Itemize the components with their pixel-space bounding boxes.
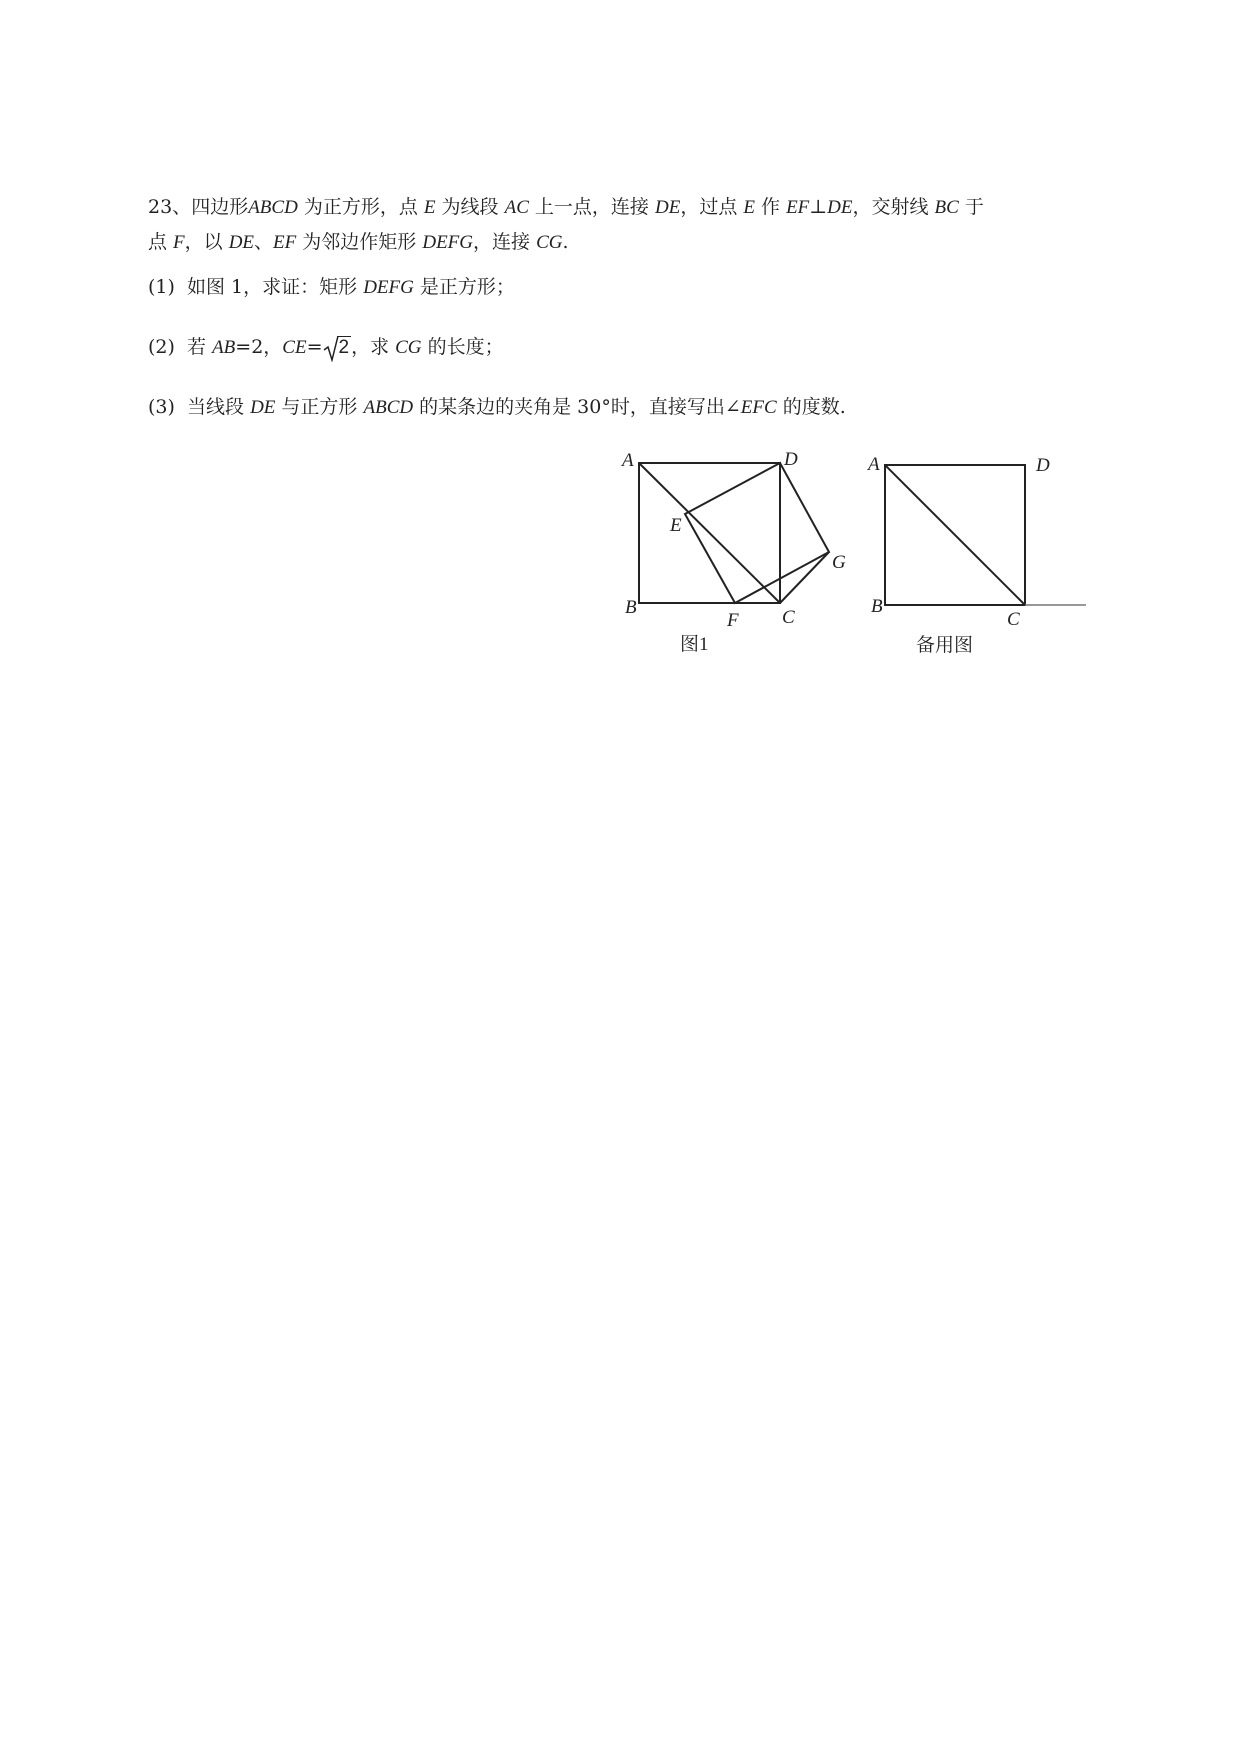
segment-cg: [780, 552, 829, 603]
label-d: D: [1036, 455, 1050, 476]
question-3: (3) 当线段 DE 与正方形 ABCD 的某条边的夹角是 30°时，直接写出∠EFC 的度数.: [148, 396, 846, 418]
problem-number: 23、: [148, 196, 192, 218]
problem-statement: [148, 190, 1098, 260]
label-g: G: [832, 552, 846, 573]
label-d: D: [784, 449, 798, 470]
problem-line-2: 点 F，以 DE、EF 为邻边作矩形 DEFG，连接 CG.: [148, 231, 569, 253]
diagonal-ac-spare: [885, 465, 1025, 605]
figure-2: [860, 445, 1110, 667]
diagonal-ac: [639, 463, 780, 603]
square-root: 2: [323, 336, 352, 359]
question-1: (1) 如图 1，求证：矩形 DEFG 是正方形；: [148, 276, 515, 298]
label-e: E: [670, 515, 682, 536]
figure-1: [612, 445, 862, 665]
label-f: F: [727, 610, 739, 631]
figure-1-caption: 图1: [680, 634, 709, 655]
label-a: A: [622, 450, 634, 471]
question-2: (2) 若 AB=2，CE= 2 ，求 CG 的长度；: [148, 332, 504, 359]
label-a: A: [868, 454, 880, 475]
question-number: (2): [148, 336, 175, 358]
radical-sign-icon: [323, 332, 339, 362]
question-number: (1): [148, 276, 175, 298]
label-c: C: [782, 607, 795, 628]
figure-1-diagram: [612, 445, 862, 665]
label-c: C: [1007, 609, 1020, 630]
figure-2-diagram: [860, 445, 1110, 667]
problem-line-1: 23、四边形ABCD 为正方形，点 E 为线段 AC 上一点，连接 DE，过点 E 作 EF⊥DE，交射线 BC 于: [148, 196, 984, 218]
square-defg: [685, 463, 829, 603]
label-b: B: [625, 597, 637, 618]
question-number: (3): [148, 396, 175, 418]
label-b: B: [871, 596, 883, 617]
figure-2-caption: 备用图: [916, 635, 974, 656]
